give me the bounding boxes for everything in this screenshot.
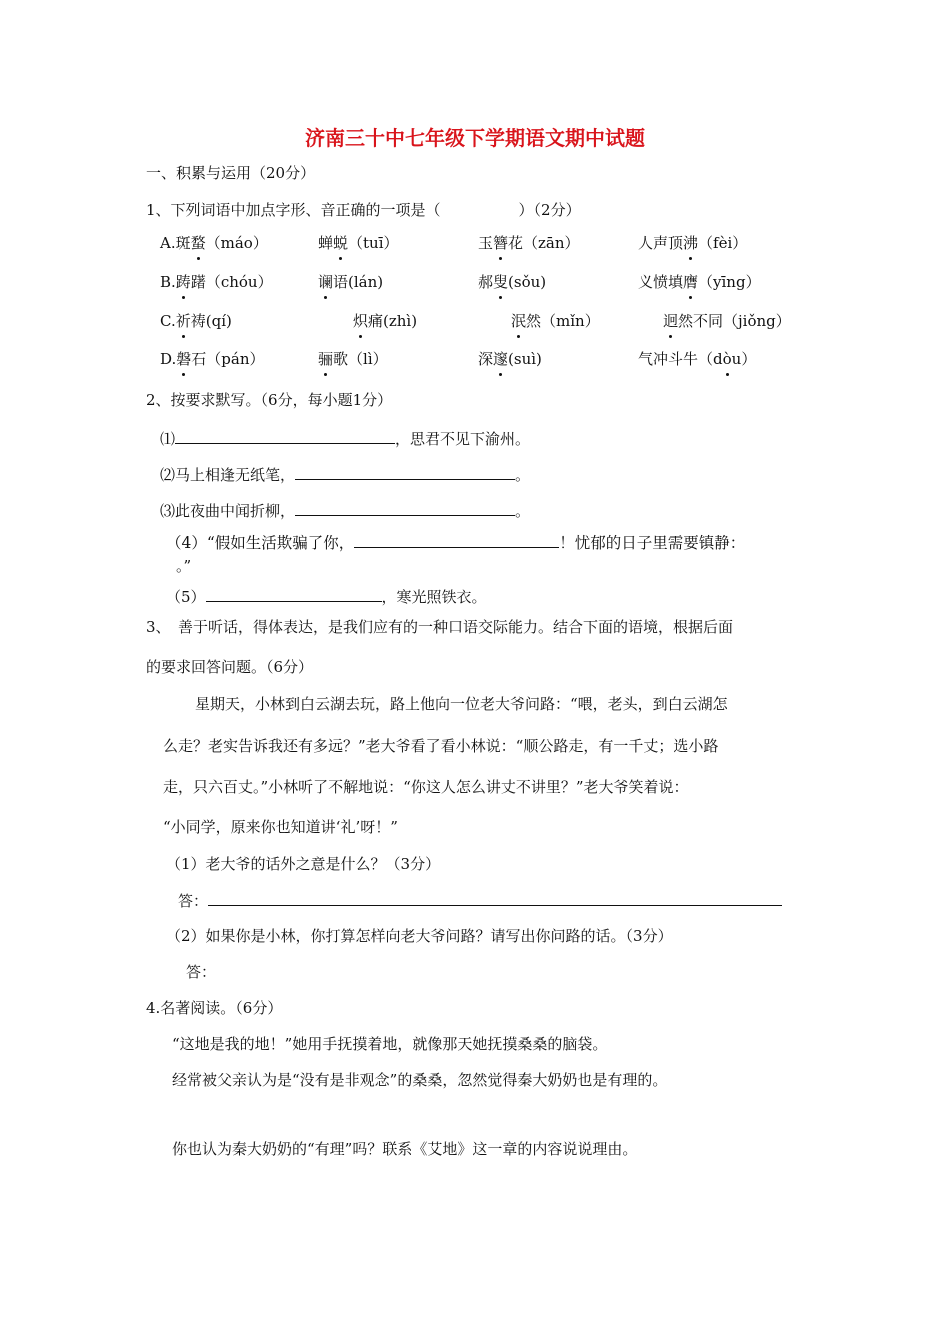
option-term [663, 311, 791, 331]
term-pinyin: 然不同（jiǒng） [678, 312, 791, 330]
term-text: 玉 [478, 234, 494, 252]
term-pinyin: ） [741, 350, 757, 368]
option-term [478, 272, 546, 292]
question-3-stem-line2: 的要求回答问题。（6分） [146, 658, 314, 676]
question-1-stem [146, 200, 581, 220]
term-pinyin: (suì) [508, 350, 542, 368]
fill-blank[interactable] [206, 585, 382, 602]
term-text: 郝 [478, 273, 494, 291]
fill-blank[interactable] [354, 531, 559, 548]
answer-blank[interactable] [208, 889, 782, 906]
dotted-character: 骊 [318, 350, 334, 368]
recite-line-3 [160, 499, 530, 521]
dotted-character: 沸 [683, 234, 699, 252]
option-term [638, 233, 747, 253]
recite-line-4 [166, 531, 745, 553]
option-term [160, 311, 232, 331]
recite-text: ！忧郁的日子里需要镇静： [559, 534, 746, 552]
option-term [318, 349, 388, 369]
option-term [478, 233, 580, 253]
term-pinyin: （fèi） [698, 234, 748, 252]
term-text: 气冲斗牛（ [638, 350, 714, 368]
term-text: 深 [478, 350, 494, 368]
option-term [160, 349, 265, 369]
option-label[interactable]: C. [160, 312, 176, 330]
term-pinyin: （máo） [205, 234, 268, 252]
recite-text: ，寒光照铁衣。 [381, 588, 487, 606]
option-term [318, 233, 399, 253]
recite-text: 。 [515, 502, 531, 520]
recite-text: ⑶此夜曲中闻折柳， [160, 502, 296, 520]
sub-question-1: （1）老大爷的话外之意是什么？（3分） [166, 855, 441, 873]
option-term [318, 272, 383, 292]
excerpt-line-2: 经常被父亲认为是“没有是非观念”的桑桑，忽然觉得秦大奶奶也是有理的。 [172, 1071, 668, 1089]
question-2-stem: 2、按要求默写。（6分，每小题1分） [146, 391, 393, 409]
question-4-stem: 4.名著阅读。（6分） [146, 999, 283, 1017]
term-pinyin: 然（mǐn） [526, 312, 600, 330]
passage-line: 走，只六百丈。”小林听了不解地说：“你这人怎么讲丈不讲里？”老大爷笑着说： [163, 778, 689, 796]
q1-stem-prefix: 1、下列词语中加点字形、音正确的一项是（ [146, 201, 441, 219]
dotted-character: 叟 [493, 273, 509, 291]
term-pinyin: （yīng） [698, 273, 761, 291]
term-pinyin: 痛(zhì) [368, 312, 418, 330]
section-heading: 一、积累与运用（20分） [146, 164, 316, 182]
dotted-character: dòu [713, 350, 742, 368]
option-label[interactable]: B. [160, 273, 176, 291]
excerpt-line-1: “这地是我的地！”她用手抚摸着地，就像那天她抚摸桑桑的脑袋。 [172, 1035, 608, 1053]
option-term [511, 311, 600, 331]
term-text: 斑 [175, 234, 191, 252]
option-term [353, 311, 417, 331]
term-pinyin: 躇（chóu） [190, 273, 273, 291]
passage-line: 星期天，小林到白云湖去玩，路上他向一位老大爷问路：“喂，老头，到白云湖怎 [195, 695, 728, 713]
recite-number: （5） [166, 588, 206, 606]
term-pinyin: 祷(qí) [190, 312, 232, 330]
recite-line-2 [160, 463, 530, 485]
answer-line-1 [178, 889, 782, 911]
option-label[interactable]: A. [160, 234, 176, 252]
dotted-character: 磐 [176, 350, 192, 368]
dotted-character: 邃 [493, 350, 509, 368]
dotted-character: 谰 [318, 273, 334, 291]
dotted-character: 迥 [663, 312, 679, 330]
dotted-character: 簪 [493, 234, 509, 252]
question-4-prompt: 你也认为秦大奶奶的“有理”吗？联系《艾地》这一章的内容说说理由。 [172, 1140, 638, 1158]
recite-line-5 [166, 585, 487, 607]
term-text: 人声顶 [638, 234, 684, 252]
recite-text: 。 [515, 466, 531, 484]
answer-label: 答： [178, 892, 209, 910]
recite-text: ⑵马上相逢无纸笔， [160, 466, 296, 484]
recite-line-4-cont: 。” [176, 557, 192, 575]
passage-line: “小同学，原来你也知道讲‘礼’呀！” [163, 818, 398, 836]
dotted-character: 蜕 [333, 234, 349, 252]
term-pinyin: （tuī） [348, 234, 399, 252]
term-pinyin: 语(lán) [333, 273, 384, 291]
answer-label-2: 答： [186, 963, 217, 981]
term-text: 义愤填 [638, 273, 684, 291]
dotted-character: 祈 [175, 312, 191, 330]
recite-number: ⑴ [160, 430, 176, 448]
fill-blank[interactable] [295, 463, 515, 480]
sub-question-2: （2）如果你是小林，你打算怎样向老大爷问路？请写出你问路的话。（3分） [166, 927, 673, 945]
option-term [160, 272, 273, 292]
recite-line-1 [160, 427, 530, 449]
recite-text: ，思君不见下渝州。 [395, 430, 531, 448]
dotted-character: 蝥 [190, 234, 206, 252]
term-pinyin: 歌（lì） [333, 350, 388, 368]
dotted-character: 踌 [175, 273, 191, 291]
term-pinyin: 花（zān） [508, 234, 580, 252]
page-title: 济南三十中七年级下学期语文期中试题 [305, 126, 645, 150]
term-text: 蝉 [318, 234, 334, 252]
fill-blank[interactable] [295, 499, 515, 516]
fill-blank[interactable] [175, 427, 395, 444]
term-pinyin: 石（pán） [191, 350, 265, 368]
option-term [638, 272, 761, 292]
q1-stem-suffix: ）（2分） [518, 201, 581, 219]
option-term [160, 233, 268, 253]
dotted-character: 泯 [511, 312, 527, 330]
question-3-stem-line1: 3、 善于听话，得体表达，是我们应有的一种口语交际能力。结合下面的语境，根据后面 [146, 618, 734, 636]
option-term [478, 349, 542, 369]
dotted-character: 炽 [353, 312, 369, 330]
recite-text: （4）“假如生活欺骗了你， [166, 534, 355, 552]
passage-line: 么走？老实告诉我还有多远？”老大爷看了看小林说：“顺公路走，有一千丈；选小路 [163, 737, 719, 755]
option-term [638, 349, 756, 369]
dotted-character: 膺 [683, 273, 699, 291]
option-label[interactable]: D. [160, 350, 177, 368]
term-pinyin: (sǒu) [508, 273, 547, 291]
